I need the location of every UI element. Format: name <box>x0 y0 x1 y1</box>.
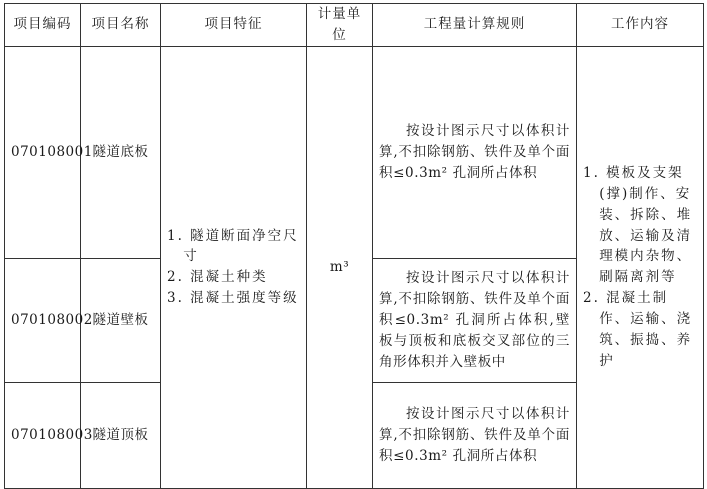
calc-rule-text: 按设计图示尺寸以体积计算,不扣除钢筋、铁件及单个面积≤0.3m² 孔洞所占体积,壁板与顶板和底板交叉部位的三角形体积并入壁板中 <box>379 270 570 370</box>
feature-item: 2. 混凝土种类 <box>167 269 268 286</box>
header-calc-rule: 工程量计算规则 <box>373 4 577 47</box>
table-row <box>5 46 704 258</box>
item-name: 隧道顶板 <box>81 382 161 488</box>
item-code: 070108001 <box>5 46 81 258</box>
item-code: 070108002 <box>5 258 81 382</box>
header-name: 项目名称 <box>81 4 161 47</box>
feature-item: 1. 隧道断面净空尺寸 <box>167 227 299 265</box>
item-code: 070108003 <box>5 382 81 488</box>
calc-rule-text: 按设计图示尺寸以体积计算,不扣除钢筋、铁件及单个面积≤0.3m² 孔洞所占体积 <box>379 405 570 464</box>
feature-item: 3. 混凝土强度等级 <box>167 290 299 307</box>
unit-of-measure: m³ <box>307 46 373 488</box>
work-item: 2. 混凝土制作、运输、浇筑、振捣、养护 <box>583 290 693 370</box>
calc-rule <box>373 46 577 258</box>
work-item: 1. 模板及支架(撑)制作、安装、拆除、堆放、运输及清理模内杂物、刷隔离剂等 <box>583 164 693 286</box>
bill-of-quantities-table <box>4 3 704 489</box>
header-code: 项目编码 <box>5 4 81 47</box>
calc-rule <box>373 382 577 488</box>
work-content <box>577 46 704 488</box>
calc-rule-text: 按设计图示尺寸以体积计算,不扣除钢筋、铁件及单个面积≤0.3m² 孔洞所占体积 <box>379 122 570 181</box>
header-features: 项目特征 <box>161 4 307 47</box>
item-name: 隧道底板 <box>81 46 161 258</box>
item-name: 隧道壁板 <box>81 258 161 382</box>
header-row <box>5 4 704 47</box>
header-work-content: 工作内容 <box>577 4 704 47</box>
item-features <box>161 46 307 488</box>
calc-rule <box>373 258 577 382</box>
header-unit: 计量单位 <box>307 4 373 47</box>
